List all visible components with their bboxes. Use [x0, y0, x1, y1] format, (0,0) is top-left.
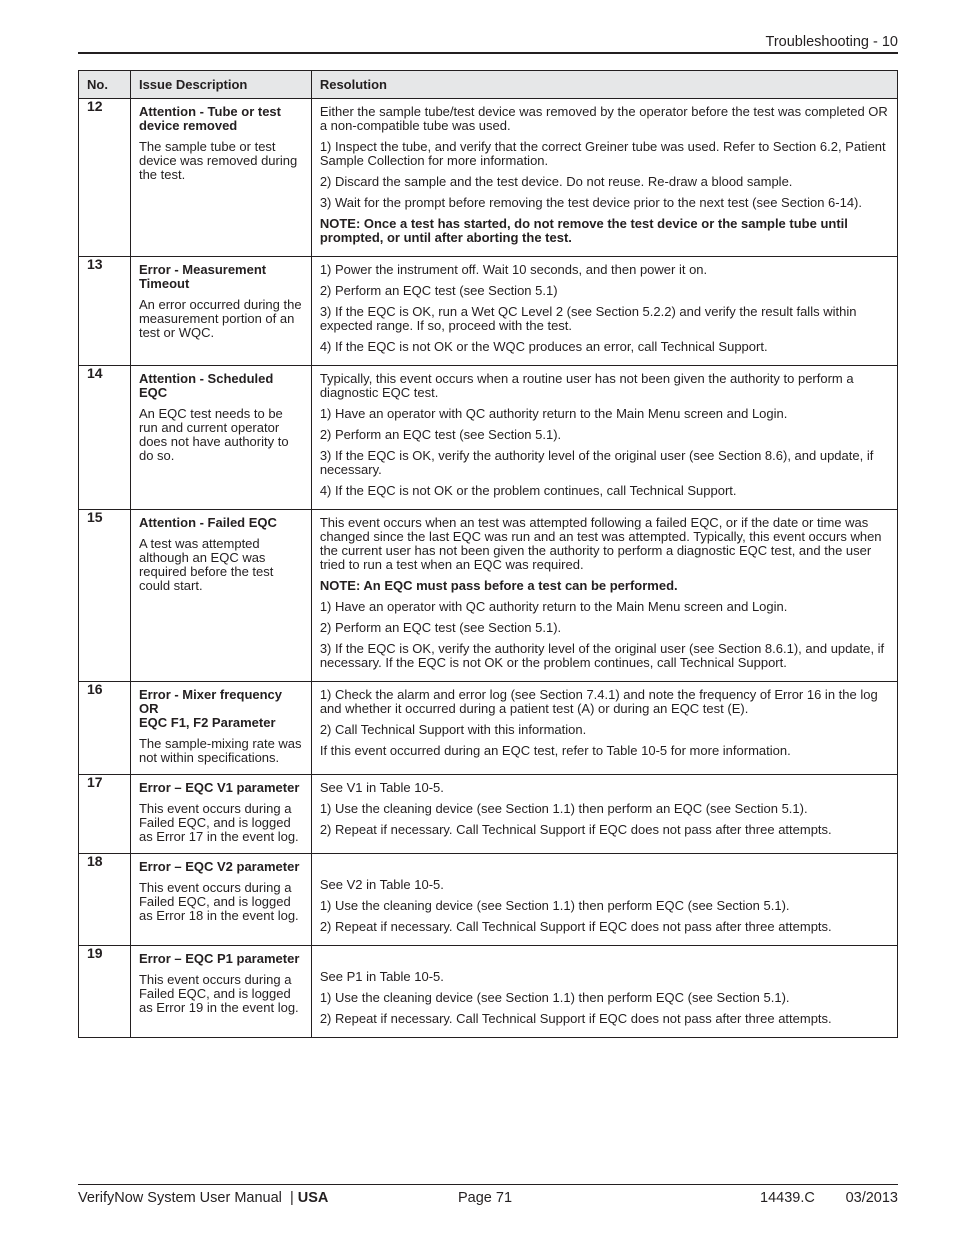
issue-number: 13	[79, 257, 131, 366]
resolution-step: 2) Call Technical Support with this information.	[319, 722, 587, 737]
table-row	[79, 257, 898, 366]
resolution-step: 1) Have an operator with QC authority return to the Main Menu screen and Login.	[319, 406, 788, 421]
issue-title: Error – EQC P1 parameter	[138, 951, 300, 966]
resolution-step: 1) Use the cleaning device (see Section 1.1) then perform an EQC (see Section 5.1).	[319, 801, 808, 816]
document-date: 03/2013	[845, 1190, 898, 1206]
section-title: Troubleshooting - 10	[765, 34, 898, 50]
resolution-step: 2) Repeat if necessary. Call Technical Support if EQC does not pass after three attempts.	[319, 919, 832, 934]
resolution-step: If this event occurred during an EQC test, refer to Table 10-5 for more information.	[319, 743, 791, 758]
footer-manual	[78, 1190, 328, 1206]
table-row	[79, 682, 898, 775]
resolution-step: 1) Check the alarm and error log (see Section 7.4.1) and note the frequency of Error 16 in the log and whether it occurred during a patient test (A) or during an EQC test (E).	[319, 687, 878, 716]
resolution-step: See P1 in Table 10-5.	[319, 969, 444, 984]
resolution-step: 1) Inspect the tube, and verify that the correct Greiner tube was used. Refer to Section 6.2, Patient Sample Collection for more information.	[319, 139, 886, 168]
resolution-step: This event occurs when an test was attempted following a failed EQC, or if the date or time was changed since the last EQC was run and an test was attempted. Typically, this event occurs when the current user has not been given the authority to perform a diagnostic EQC test, and the user tried to run a test when an EQC was required.	[319, 515, 882, 572]
page-footer	[78, 1184, 898, 1206]
table-row	[79, 99, 898, 257]
resolution-step: 2) Repeat if necessary. Call Technical Support if EQC does not pass after three attempts.	[319, 1011, 832, 1026]
table-row	[79, 510, 898, 682]
footer-separator: |	[289, 1190, 294, 1206]
resolution-note: NOTE: Once a test has started, do not remove the test device or the sample tube until prompted, or until after aborting the test.	[319, 216, 848, 245]
issue-description: This event occurs during a Failed EQC, and is logged as Error 17 in the event log.	[138, 801, 299, 844]
manual-title: VerifyNow System User Manual	[78, 1190, 282, 1206]
issue-description: An EQC test needs to be run and current operator does not have authority to do so.	[138, 406, 289, 463]
resolution-step: 1) Power the instrument off. Wait 10 seconds, and then power it on.	[319, 262, 708, 277]
resolution-step: 2) Perform an EQC test (see Section 5.1).	[319, 620, 562, 635]
issue-number: 17	[79, 775, 131, 854]
column-header-no: No.	[79, 71, 131, 99]
table-row	[79, 775, 898, 854]
table-body	[79, 99, 898, 1038]
resolution-step: 3) If the EQC is OK, run a Wet QC Level 2 (see Section 5.2.2) and verify the result falls within expected range. If so, proceed with the test.	[319, 304, 857, 333]
resolution-step: 3) If the EQC is OK, verify the authority level of the original user (see Section 8.6), and update, if necessary.	[319, 448, 874, 477]
issue-cell	[130, 854, 311, 946]
resolution-cell	[311, 775, 897, 854]
issue-number: 19	[79, 946, 131, 1038]
resolution-cell	[311, 682, 897, 775]
issue-number: 16	[79, 682, 131, 775]
resolution-step: 1) Have an operator with QC authority return to the Main Menu screen and Login.	[319, 599, 788, 614]
resolution-cell	[311, 99, 897, 257]
resolution-step: 2) Discard the sample and the test device. Do not reuse. Re-draw a blood sample.	[319, 174, 793, 189]
resolution-step: Either the sample tube/test device was removed by the operator before the test was completed OR a non-compatible tube was used.	[319, 104, 888, 133]
table-header-row	[79, 71, 898, 99]
issue-cell	[130, 682, 311, 775]
resolution-step: 2) Perform an EQC test (see Section 5.1).	[319, 427, 562, 442]
issue-title: Attention - Tube or test device removed	[138, 104, 281, 133]
troubleshooting-table	[78, 70, 898, 1038]
issue-title: Attention - Scheduled EQC	[138, 371, 274, 400]
issue-title: Attention - Failed EQC	[138, 515, 277, 530]
issue-description: The sample tube or test device was removed during the test.	[138, 139, 298, 182]
resolution-step: 1) Use the cleaning device (see Section 1.1) then perform EQC (see Section 5.1).	[319, 898, 790, 913]
page-number: Page 71	[458, 1190, 513, 1206]
resolution-cell	[311, 257, 897, 366]
issue-number: 14	[79, 366, 131, 510]
resolution-step: Typically, this event occurs when a routine user has not been given the authority to perform a diagnostic EQC test.	[319, 371, 854, 400]
issue-cell	[130, 510, 311, 682]
resolution-step: 3) If the EQC is OK, verify the authority level of the original user (see Section 8.6.1), and update, if necessary. If the EQC is not OK or the problem continues, call Technical Support.	[319, 641, 885, 670]
resolution-step: 4) If the EQC is not OK or the WQC produces an error, call Technical Support.	[319, 339, 768, 354]
resolution-note: NOTE: An EQC must pass before a test can be performed.	[319, 578, 678, 593]
resolution-step: 2) Repeat if necessary. Call Technical Support if EQC does not pass after three attempts.	[319, 822, 832, 837]
resolution-cell	[311, 510, 897, 682]
issue-description: This event occurs during a Failed EQC, and is logged as Error 18 in the event log.	[138, 880, 299, 923]
issue-description: This event occurs during a Failed EQC, and is logged as Error 19 in the event log.	[138, 972, 299, 1015]
page-header	[78, 34, 898, 54]
issue-number: 15	[79, 510, 131, 682]
issue-title: Error – EQC V1 parameter	[138, 780, 300, 795]
issue-description: A test was attempted although an EQC was required before the test could start.	[138, 536, 274, 593]
issue-description: The sample-mixing rate was not within specifications.	[138, 736, 302, 765]
resolution-step: 2) Perform an EQC test (see Section 5.1)	[319, 283, 558, 298]
footer-region: USA	[297, 1190, 329, 1206]
issue-cell	[130, 946, 311, 1038]
resolution-cell	[311, 366, 897, 510]
document-number: 14439.C	[760, 1190, 815, 1206]
issue-number: 18	[79, 854, 131, 946]
resolution-step: See V1 in Table 10-5.	[319, 780, 444, 795]
resolution-step: 3) Wait for the prompt before removing the test device prior to the next test (see Section 6-14).	[319, 195, 862, 210]
issue-title: Error - Mixer frequency OR EQC F1, F2 Parameter	[138, 687, 283, 730]
table-row	[79, 854, 898, 946]
column-header-issue: Issue Description	[130, 71, 311, 99]
issue-title: Error – EQC V2 parameter	[138, 859, 300, 874]
issue-description: An error occurred during the measurement portion of an test or WQC.	[138, 297, 302, 340]
issue-cell	[130, 99, 311, 257]
resolution-step: 4) If the EQC is not OK or the problem continues, call Technical Support.	[319, 483, 737, 498]
issue-title: Error - Measurement Timeout	[138, 262, 267, 291]
issue-cell	[130, 366, 311, 510]
resolution-step: See V2 in Table 10-5.	[319, 877, 444, 892]
resolution-cell	[311, 854, 897, 946]
table-row	[79, 366, 898, 510]
table-row	[79, 946, 898, 1038]
issue-number: 12	[79, 99, 131, 257]
column-header-resolution: Resolution	[311, 71, 897, 99]
issue-cell	[130, 775, 311, 854]
issue-cell	[130, 257, 311, 366]
resolution-cell	[311, 946, 897, 1038]
resolution-step: 1) Use the cleaning device (see Section 1.1) then perform EQC (see Section 5.1).	[319, 990, 790, 1005]
